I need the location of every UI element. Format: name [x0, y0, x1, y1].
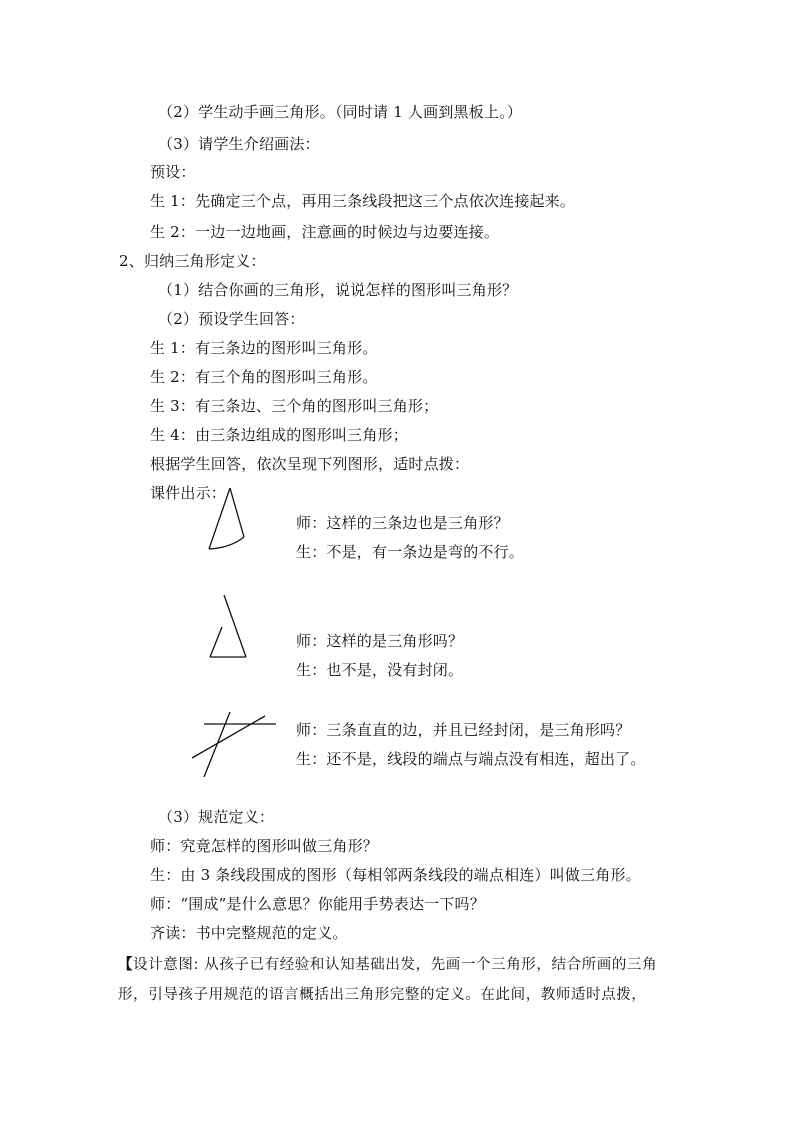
- design-intent-bracket: 【: [118, 957, 134, 973]
- guidance-text: 根据学生回答，依次呈现下列图形，适时点拨：: [150, 455, 470, 473]
- question-1: （1）结合你画的三角形，说说怎样的图形叫三角形？: [158, 281, 518, 299]
- answer-student-1: 生 1：有三条边的图形叫三角形。: [150, 339, 378, 357]
- teacher-question: 师：究竟怎样的图形叫做三角形？: [150, 837, 379, 855]
- section-2-heading: 2、归纳三角形定义：: [119, 252, 266, 270]
- figure-2-question: 师：这样的是三角形吗？: [296, 632, 464, 650]
- teacher-gesture-question: 师：“围成”是什么意思？你能用手势表达一下吗？: [150, 895, 485, 913]
- step-3-text: （3）请学生介绍画法：: [158, 135, 320, 153]
- student-definition: 生：由 3 条线段围成的图形（每相邻两条线段的端点相连）叫做三角形。: [150, 866, 641, 884]
- design-intent-paragraph: [118, 950, 678, 1010]
- figure-1-answer: 生：不是，有一条边是弯的不行。: [296, 543, 525, 561]
- answer-student-4: 生 4：由三条边组成的图形叫三角形；: [150, 426, 408, 444]
- student-2-method: 生 2：一边一边地画，注意画的时候边与边要连接。: [150, 223, 500, 241]
- courseware-label: 课件出示：: [150, 484, 227, 502]
- answer-student-2: 生 2：有三个角的图形叫三角形。: [150, 368, 378, 386]
- student-1-method: 生 1：先确定三个点，再用三条线段把这三个点依次连接起来。: [150, 192, 576, 210]
- design-intent-text: 设计意图: 从孩子已有经验和认知基础出发，先画一个三角形，结合所画的三角形，引导孩子用规范的语言概括出三角形完整的定义。在此间，教师适时点拨，: [118, 957, 658, 1003]
- figure-3-answer: 生：还不是，线段的端点与端点没有相连，超出了。: [296, 750, 646, 768]
- figure-2-answer: 生：也不是，没有封闭。: [296, 661, 464, 679]
- step-3-standard-definition: （3）规范定义：: [158, 808, 275, 826]
- figure-3-question: 师：三条直直的边，并且已经封闭，是三角形吗？: [296, 721, 631, 739]
- question-2: （2）预设学生回答：: [158, 310, 305, 328]
- answer-student-3: 生 3：有三条边、三个角的图形叫三角形；: [150, 397, 439, 415]
- read-aloud-text: 齐读：书中完整规范的定义。: [150, 924, 348, 942]
- figure-1-question: 师：这样的三条边也是三角形？: [296, 514, 509, 532]
- preset-label: 预设：: [150, 163, 196, 181]
- step-2-text: （2）学生动手画三角形。（同时请 1 人画到黑板上。）: [158, 103, 523, 121]
